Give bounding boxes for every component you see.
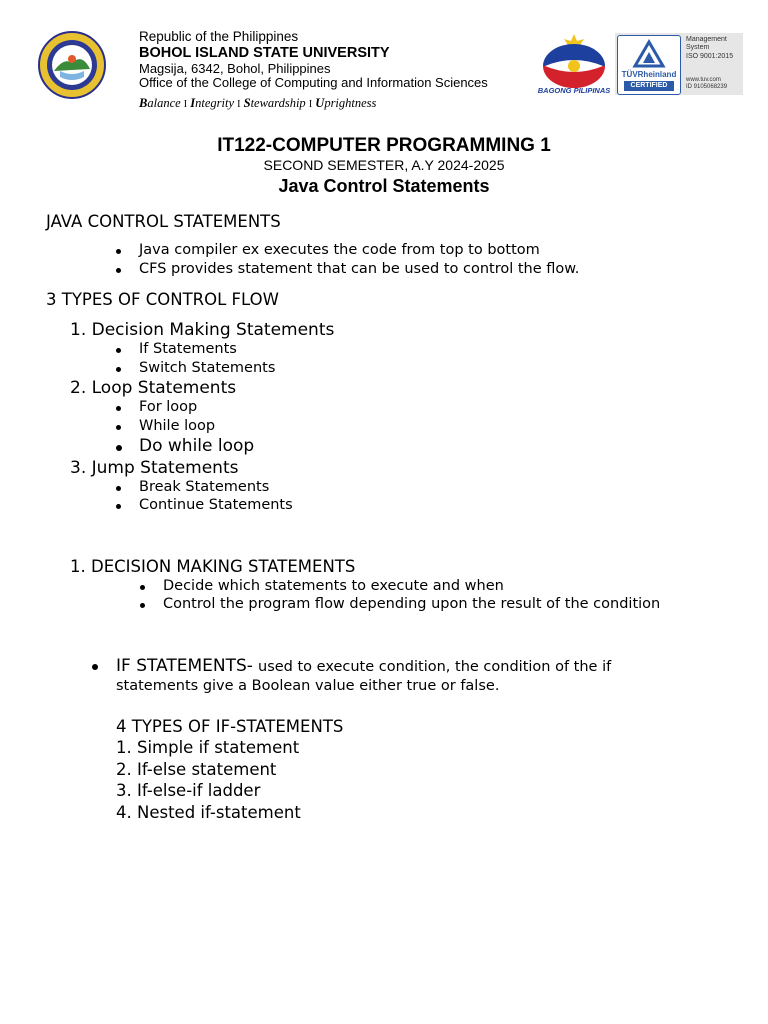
bullet-icon: [140, 585, 145, 590]
if-types-heading: 4 TYPES OF IF-STATEMENTS: [116, 717, 344, 736]
tuv-system: System: [686, 44, 710, 51]
topic-title: Java Control Statements: [278, 176, 490, 196]
tuv-id: ID 9105068239: [686, 84, 728, 90]
bullet-icon: [116, 425, 121, 430]
if-statements-definition: [116, 656, 611, 676]
republic-line: Republic of the Philippines: [139, 29, 299, 44]
university-motto: Balance I Integrity I Stewardship I Uprightness: [139, 96, 377, 110]
list-item: 3. If-else-if ladder: [116, 781, 261, 800]
tuv-certification-logo: [615, 33, 743, 95]
list-item: CFS provides statement that can be used to control the flow.: [139, 261, 580, 277]
list-item: Decide which statements to execute and when: [163, 578, 504, 594]
section-heading-control-statements: JAVA CONTROL STATEMENTS: [46, 212, 281, 231]
bullet-icon: [116, 348, 121, 353]
group-title-jump: 3. Jump Statements: [70, 458, 239, 478]
list-item: Break Statements: [139, 479, 270, 495]
list-item: Control the program flow depending upon the result of the condition: [163, 596, 661, 612]
tuv-brand: TÜVRheinland: [621, 70, 677, 79]
office-line: Office of the College of Computing and Information Sciences: [139, 75, 488, 90]
list-item: Switch Statements: [139, 360, 276, 376]
list-item: Do while loop: [139, 436, 255, 456]
list-item: Java compiler ex executes the code from top to bottom: [139, 242, 540, 258]
list-item: For loop: [139, 399, 198, 415]
bagong-pilipinas-logo: [535, 32, 613, 98]
university-name: BOHOL ISLAND STATE UNIVERSITY: [139, 45, 390, 61]
tuv-url: www.tuv.com: [686, 77, 721, 83]
bisu-seal-logo: [38, 31, 106, 99]
list-item: While loop: [139, 418, 216, 434]
bullet-icon: [116, 249, 121, 254]
tuv-mgmt: Management: [686, 36, 727, 43]
bullet-icon: [116, 504, 121, 509]
semester-line: SECOND SEMESTER, A.Y 2024-2025: [263, 157, 505, 173]
bullet-icon: [116, 367, 121, 372]
bullet-icon: [140, 603, 145, 608]
bullet-icon: [92, 664, 98, 670]
group-title-loop: 2. Loop Statements: [70, 378, 237, 398]
bullet-icon: [116, 268, 121, 273]
tuv-triangle-icon: [618, 38, 680, 72]
list-item: 2. If-else statement: [116, 760, 277, 779]
bullet-icon: [116, 406, 121, 411]
bullet-icon: [116, 486, 121, 491]
tuv-iso: ISO 9001:2015: [686, 53, 734, 60]
bullet-icon: [116, 445, 122, 451]
list-item: If Statements: [139, 341, 237, 357]
tuv-badge: [617, 35, 681, 95]
group-title-decision-making: 1. Decision Making Statements: [70, 320, 335, 340]
if-statements-def-line1: used to execute condition, the condition of the if: [258, 659, 612, 675]
course-title: IT122-COMPUTER PROGRAMMING 1: [217, 135, 551, 156]
if-statements-def-line2: statements give a Boolean value either true or false.: [116, 678, 500, 694]
tuv-certified: CERTIFIED: [624, 81, 674, 91]
list-item: 4. Nested if-statement: [116, 803, 301, 822]
if-statements-term: IF STATEMENTS-: [116, 656, 253, 676]
list-item: Continue Statements: [139, 497, 293, 513]
bagong-pilipinas-label: BAGONG PILIPINAS: [537, 86, 611, 95]
section-heading-types-of-control-flow: 3 TYPES OF CONTROL FLOW: [46, 290, 279, 309]
section-heading-decision-making: 1. DECISION MAKING STATEMENTS: [70, 557, 356, 576]
address-line: Magsija, 6342, Bohol, Philippines: [139, 61, 331, 76]
list-item: 1. Simple if statement: [116, 738, 300, 757]
